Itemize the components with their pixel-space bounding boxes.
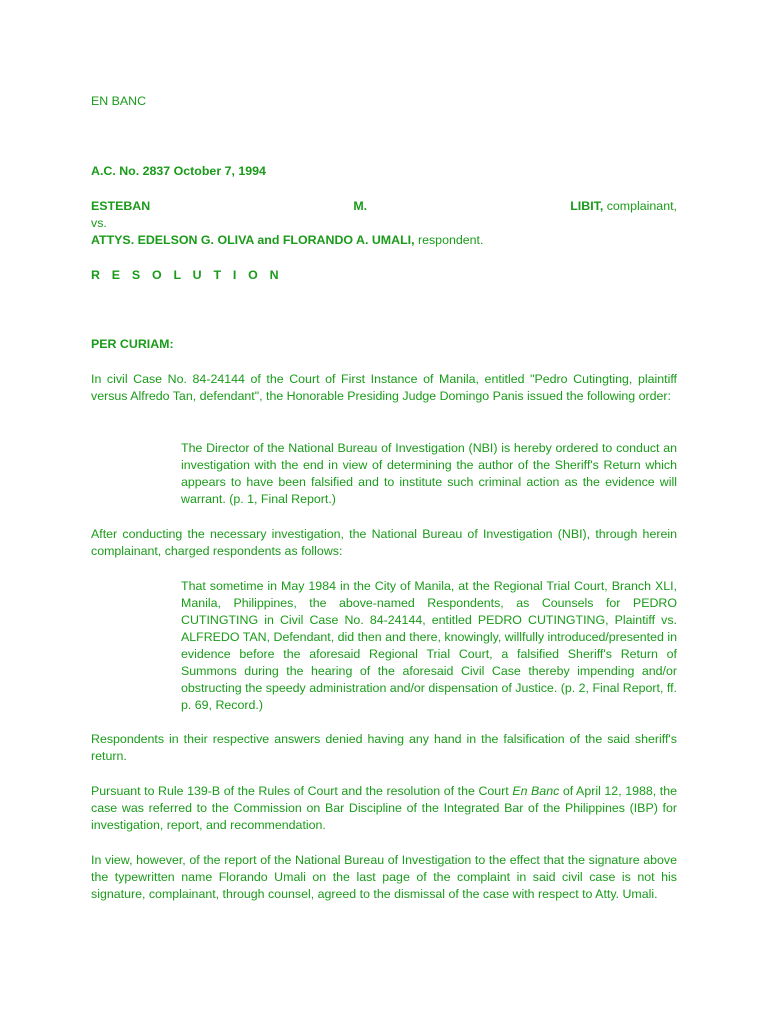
paragraph-4-text-a: Pursuant to Rule 139-B of the Rules of Court and the resolution of the Court bbox=[91, 784, 513, 798]
respondents-role: respondent. bbox=[414, 233, 484, 247]
block-quote-2: That sometime in May 1984 in the City of Manila, at the Regional Trial Court, Branch XLI, Manila, Philippines, the above-named Respondents, as Counsels for PEDRO CUTINGTING in Civil Case No. 84-24144, entitled PEDRO CUTINGTING, Plaintiff vs. ALFREDO TAN, Defendant, did then and there, knowingly, willfully introduced/presented in evidence before the aforesaid Regional Trial Court, a falsified Sheriff's Return of Summons during the hearing of the aforesaid Civil Case thereby impending and/or obstructing the speedy administration and/or dispensation of Justice. (p. 2, Final Report, ff. p. 69, Record.) bbox=[181, 579, 677, 712]
paragraph-4 bbox=[91, 783, 677, 834]
block-quote-1: The Director of the National Bureau of Investigation (NBI) is hereby ordered to conduct an investigation with the end in view of determining the author of the Sheriff's Return which appears to have been falsified and to institute such criminal action as the evidence will warrant. (p. 1, Final Report.) bbox=[181, 441, 677, 506]
respondents-line bbox=[91, 232, 677, 249]
paragraph-4-text-b: of April 12, 1988, the case was referred to the Commission on Bar Discipline of the Integrated Bar of the Philippines (IBP) for investigation, report, and recommendation. bbox=[91, 784, 678, 832]
document-type-heading: R E S O L U T I O N bbox=[91, 268, 283, 282]
complainant-last-name-group bbox=[570, 198, 677, 215]
case-number: A.C. No. 2837 October 7, 1994 bbox=[91, 164, 266, 178]
complainant-role: complainant, bbox=[603, 199, 677, 213]
complainant-line bbox=[91, 198, 677, 215]
versus: vs. bbox=[91, 216, 107, 230]
per-curiam-heading: PER CURIAM: bbox=[91, 337, 174, 351]
paragraph-1: In civil Case No. 84-24144 of the Court of First Instance of Manila, entitled "Pedro Cutingting, plaintiff versus Alfredo Tan, defendant", the Honorable Presiding Judge Domingo Panis issued the following order: bbox=[91, 372, 677, 403]
paragraph-3: Respondents in their respective answers denied having any hand in the falsification of the said sheriff's return. bbox=[91, 732, 677, 763]
court-division: EN BANC bbox=[91, 94, 147, 108]
paragraph-2: After conducting the necessary investigation, the National Bureau of Investigation (NBI), through herein complainant, charged respondents as follows: bbox=[91, 527, 677, 558]
respondents-names: ATTYS. EDELSON G. OLIVA and FLORANDO A. UMALI, bbox=[91, 233, 415, 247]
complainant-last-name: LIBIT, bbox=[570, 199, 604, 213]
complainant-middle-initial: M. bbox=[353, 199, 368, 213]
paragraph-4-italic: En Banc bbox=[512, 784, 560, 798]
paragraph-5: In view, however, of the report of the National Bureau of Investigation to the effect that the signature above the typewritten name Florando Umali on the last page of the complaint in said civil case is not his signature, complainant, through counsel, agreed to the dismissal of the case with respect to Atty. Umali. bbox=[91, 853, 677, 901]
complainant-first-name: ESTEBAN bbox=[91, 199, 151, 213]
